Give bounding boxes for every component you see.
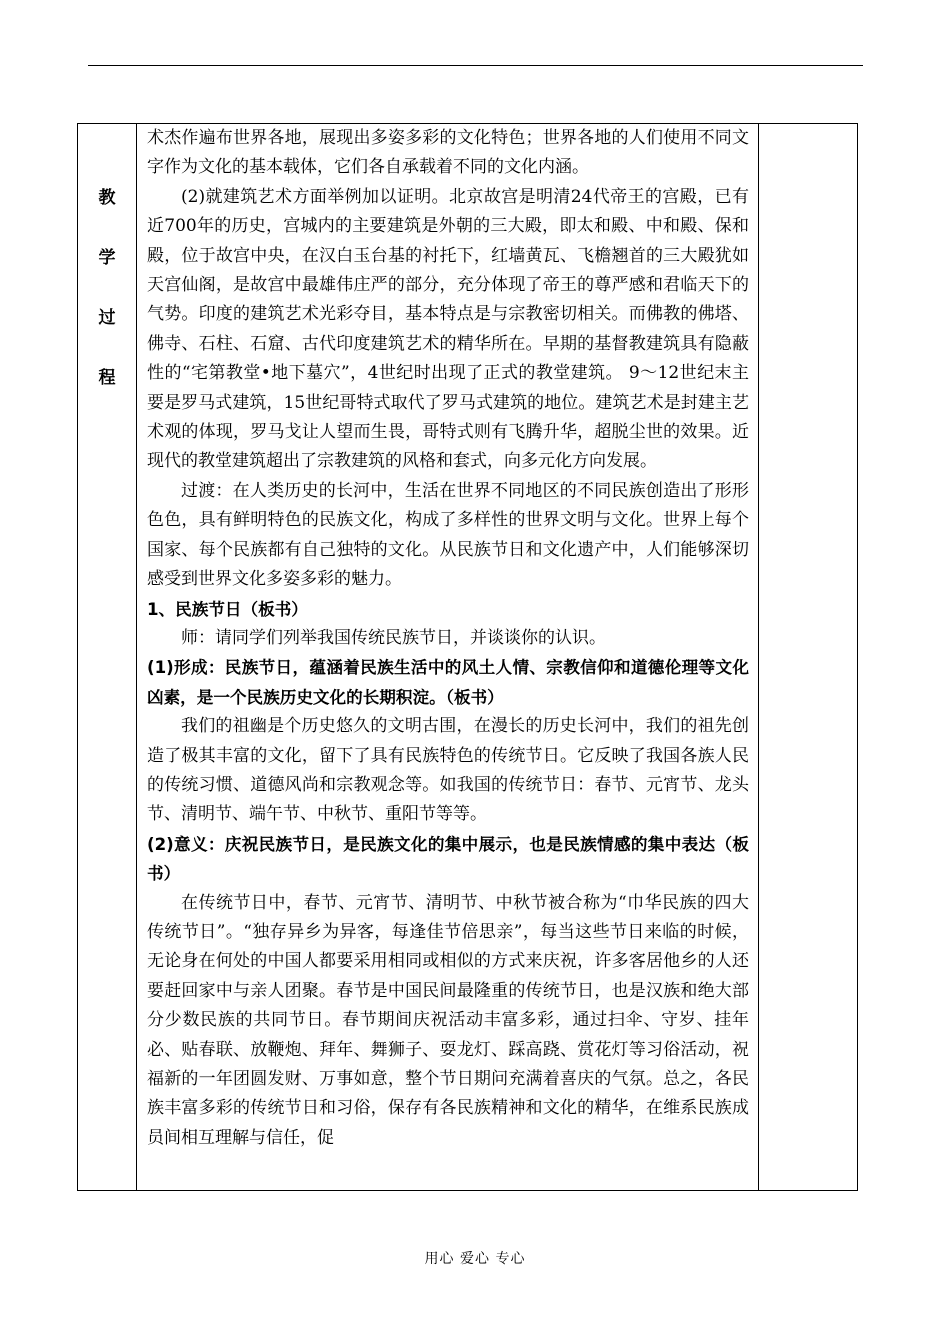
paragraph-1: 术杰作遍布世界各地，展现出多姿多彩的文化特色；世界各地的人们使用不同文字作为文化的基本载体，它们各自承载着不同的文化内涵。 (147, 128, 749, 178)
paragraph-spring-festival: 在传统节日中，春节、元宵节、清明节、中秋节被合称为“巾华民族的四大传统节日”。“独存异乡为异客，每逢佳节倍思亲”，每当这些节日来临的时候，无论身在何处的中国人都要采用相同或相似的方式来庆祝，许多客居他乡的人还要赶回家中与亲人团聚。春节是中国民间最隆重的传统节日，也是汉族和绝大部分少数民族的共同节日。春节期间庆祝活动丰富多彩，通过扫伞、守岁、挂年必、贴春联、放鞭炮、拜年、舞狮子、耍龙灯、踩高跷、赏花灯等习俗活动，祝福新的一年团圆发财、万事如意，整个节日期问充满着喜庆的气氛。总之，各民族丰富多彩的传统节日和习俗，保存有各民族精神和文化的精华，在维系民族成员间相互理解与信任，促 (147, 892, 749, 1148)
side-label-char-2: 学 (98, 248, 116, 268)
paragraph-teacher-prompt: 师：请同学们列举我国传统民族节日，并谈谈你的认识。 (181, 627, 606, 648)
column-divider-right (758, 124, 759, 1190)
side-label-char-3: 过 (98, 308, 116, 328)
lesson-table (77, 123, 858, 1191)
paragraph-architecture: (2)就建筑艺术方面举例加以证明。北京故宫是明清24代帝王的宫殿，已有近700年的历史，宫城内的主要建筑是外朝的三大殿，即太和殿、中和殿、保和殿，位于故宫中央，在汉白玉台基的衬托下，红墙黄瓦、飞檐翘首的三大殿犹如天宫仙阁，是故宫中最雄伟庄严的部分，充分体现了帝王的尊严感和君临天下的气势。印度的建筑艺术光彩夺目，基本特点是与宗教密切相关。而佛教的佛塔、佛寺、石柱、石窟、古代印度建筑艺术的精华所在。早期的基督教建筑具有隐蔽性的“宅第教堂•地下墓穴”，4世纪时出现了正式的教堂建筑。 9～12世纪末主要是罗马式建筑，15世纪哥特式取代了罗马式建筑的地位。建筑艺术是封建主艺术观的体现，罗马戈让人望而生畏，哥特式则有飞腾升华，超脱尘世的效果。近现代的教堂建筑超出了宗教建筑的风格和套式，向多元化方向发展。 (147, 186, 749, 472)
paragraph-traditions: 我们的祖幽是个历史悠久的文明古围，在漫长的历史长河中，我们的祖先创造了极其丰富的文化，留下了具有民族特色的传统节日。它反映了我国各族人民的传统习惯、道德风尚和宗教观念等。如我国的传统节日：春节、元宵节、龙头节、清明节、端午节、中秋节、重阳节等等。 (147, 716, 749, 825)
heading-formation: (1)形成：民族节日，蕴涵着民族生活中的风土人情、宗教信仰和道德伦理等文化凶素，是一个民族历史文化的长期积淀。（板书） (147, 658, 749, 707)
paragraph-transition: 过渡：在人类历史的长河中，生活在世界不同地区的不同民族创造出了形形色色，具有鲜明特色的民族文化，构成了多样性的世界文明与文化。世界上每个国家、每个民族都有自己独特的文化。从民族节日和文化遗产中，人们能够深切感受到世界文化多姿多彩的魅力。 (147, 480, 749, 590)
side-label-char-4: 程 (98, 368, 116, 388)
header-rule (88, 65, 863, 66)
lesson-content (138, 124, 758, 1153)
heading-significance: (2)意义：庆祝民族节日，是民族文化的集中展示，也是民族情感的集中表达（板书） (147, 834, 749, 884)
column-divider-left (136, 124, 137, 1190)
side-label-char-1: 教 (98, 188, 116, 208)
page-footer: 用心 爱心 专心 (424, 1251, 526, 1267)
heading-festivals: 1、民族节日（板书） (147, 599, 308, 619)
